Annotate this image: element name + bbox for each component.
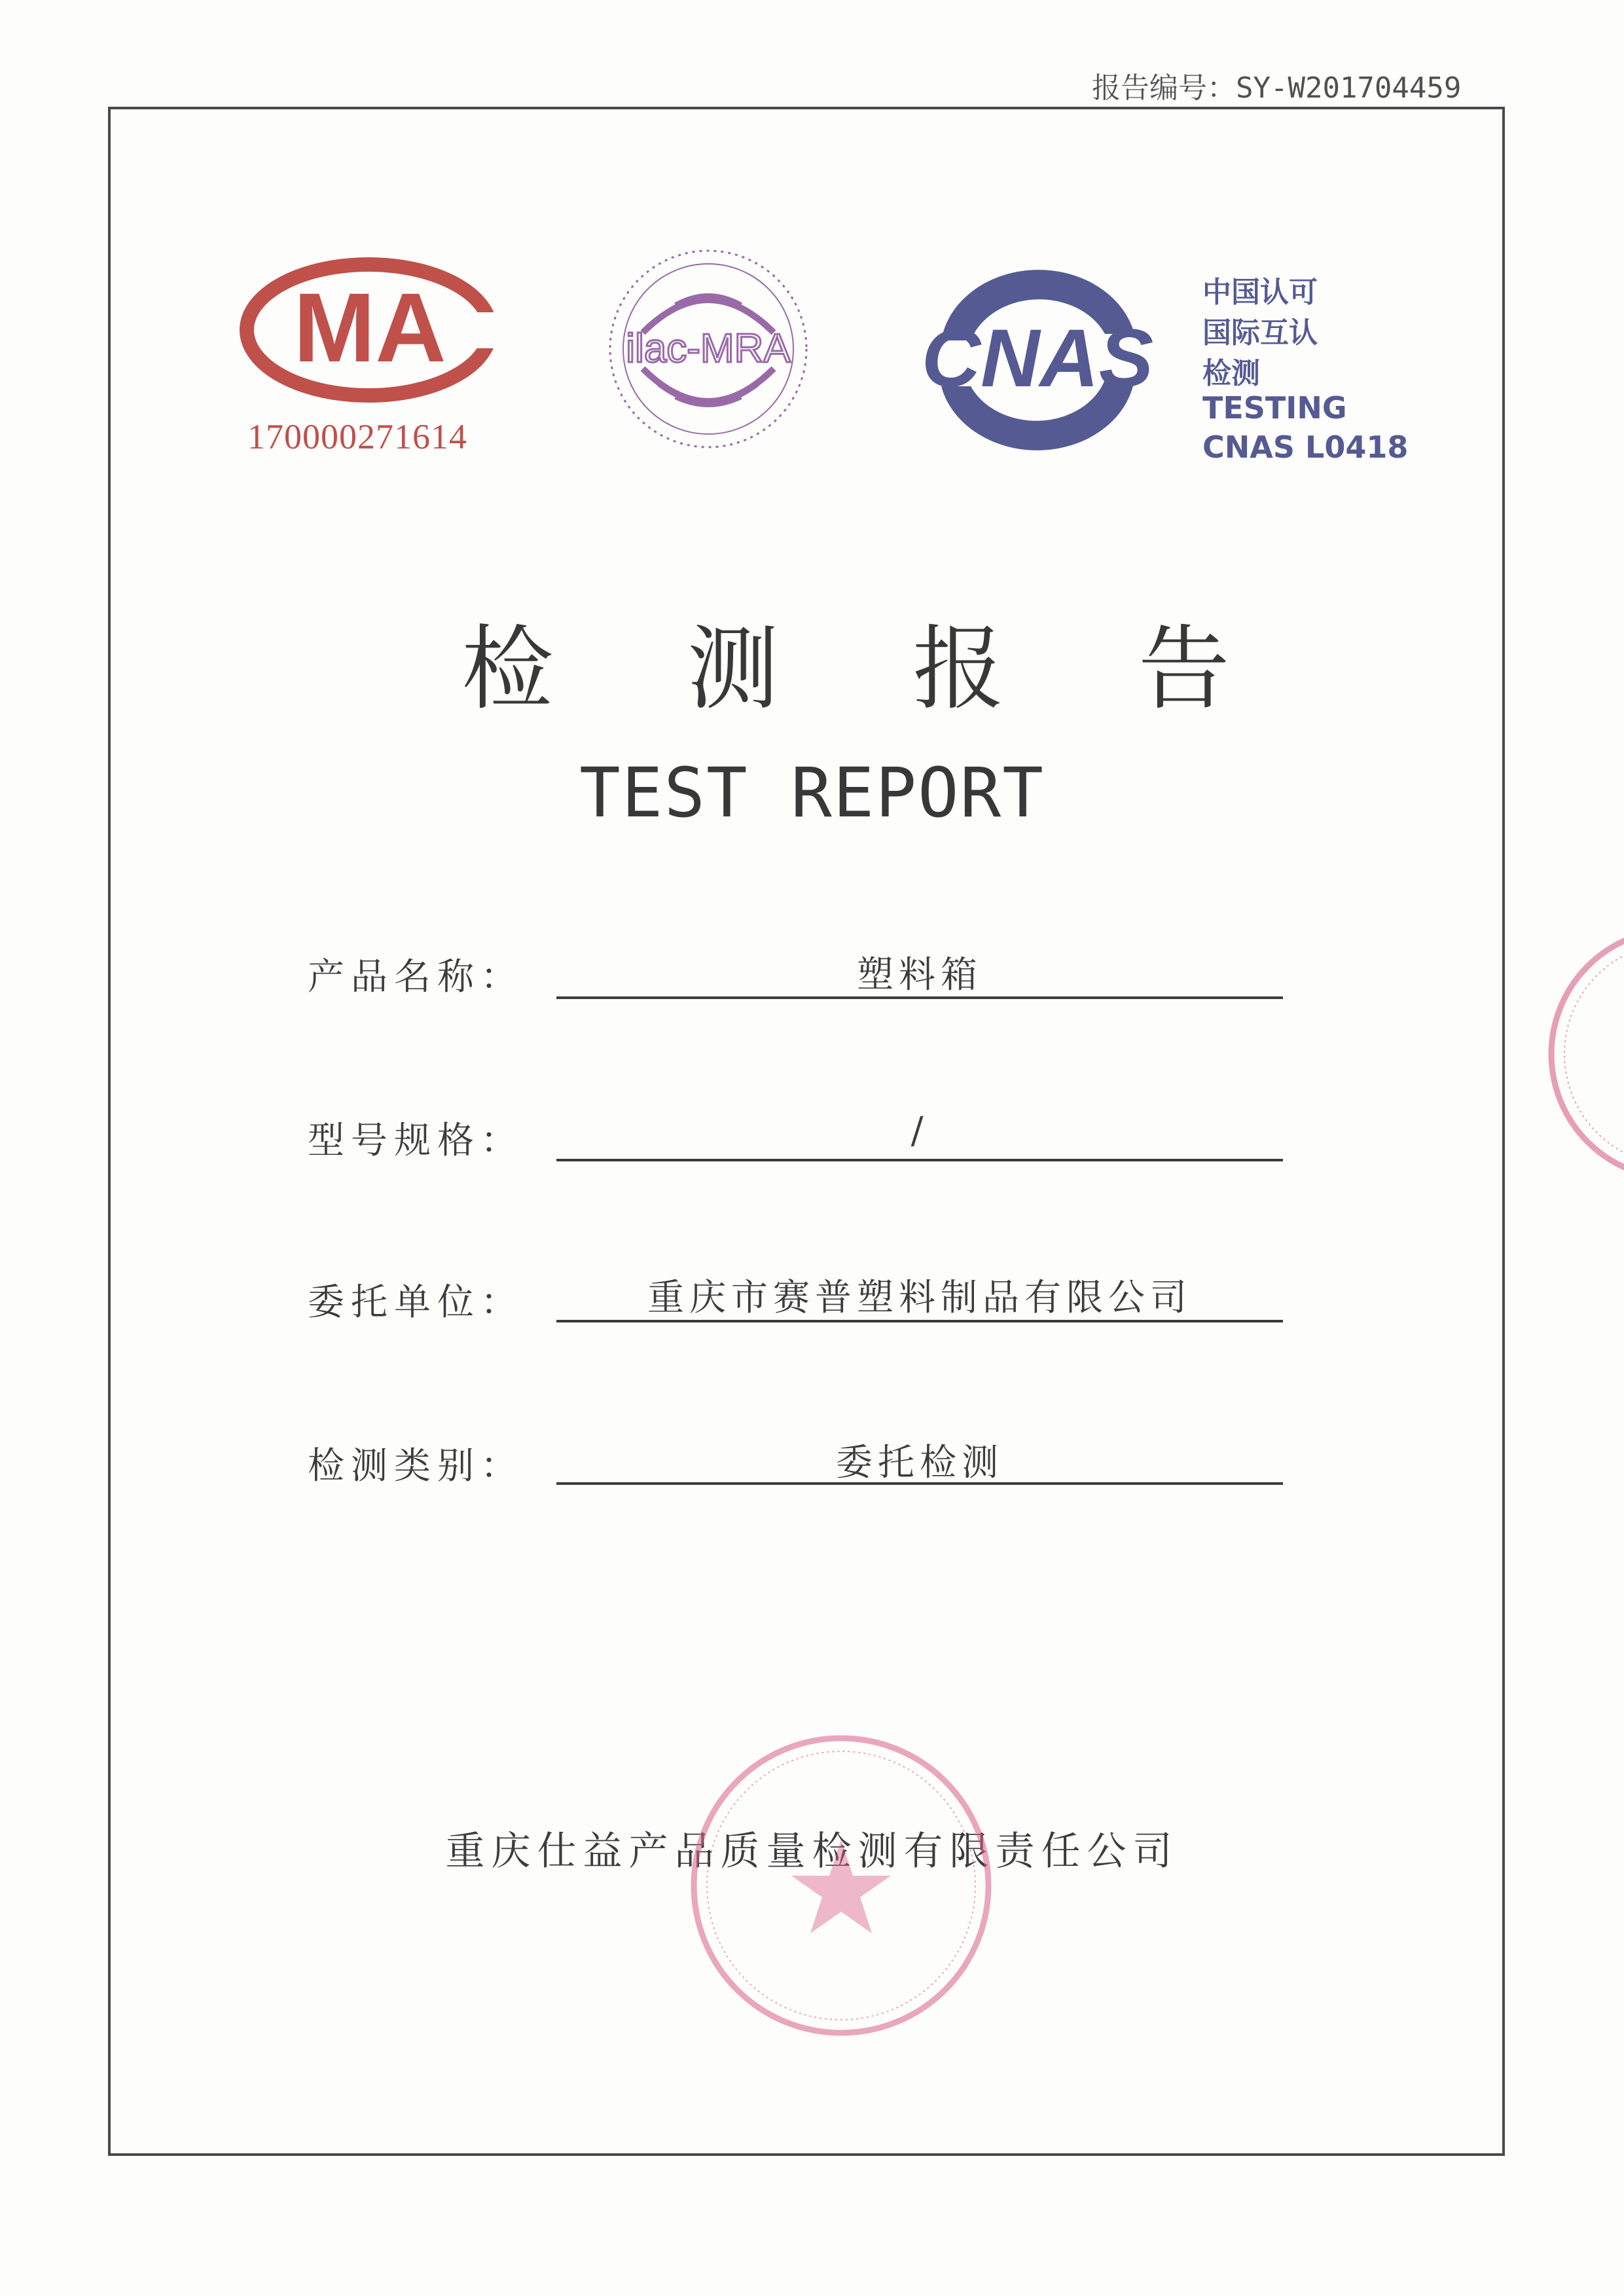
cnas-caption-line-5: CNAS L0418 xyxy=(1202,429,1409,465)
cnas-caption-line-1: 中国认可 xyxy=(1202,276,1318,309)
issuer-company: 重庆仕益产品质量检测有限责任公司 xyxy=(445,1829,1179,1874)
cnas-caption-line-4: TESTING xyxy=(1202,390,1347,426)
test-type-underline xyxy=(556,1482,1283,1485)
client-value: 重庆市赛普塑料制品有限公司 xyxy=(647,1277,1192,1319)
model-spec-label: 型号规格： xyxy=(308,1120,524,1162)
official-seal-icon xyxy=(684,1728,998,2043)
report-number-label: 报告编号： xyxy=(1092,71,1236,105)
product-name-underline xyxy=(556,996,1283,999)
model-spec-value: / xyxy=(911,1110,929,1152)
cma-logo-letters: MA xyxy=(293,272,446,382)
title-chinese: 检 测 报 告 xyxy=(461,616,1282,723)
cma-number: 170000271614 xyxy=(247,417,467,456)
client-label: 委托单位： xyxy=(308,1281,524,1324)
ilac-logo-text: ilac-MRA xyxy=(626,326,791,371)
test-type-value: 委托检测 xyxy=(836,1442,1003,1484)
report-number-value: SY-W201704459 xyxy=(1236,71,1462,105)
product-name-label: 产品名称： xyxy=(308,956,524,998)
edge-seal-icon xyxy=(1538,917,1624,1192)
client-underline xyxy=(556,1320,1283,1322)
test-type-label: 检测类别： xyxy=(308,1445,524,1487)
cnas-logo-text: CNAS xyxy=(921,313,1154,404)
cnas-caption-line-2: 国际互认 xyxy=(1202,316,1318,350)
cma-logo-icon xyxy=(239,257,501,407)
title-english: TEST REPORT xyxy=(579,753,1045,833)
model-spec-underline xyxy=(556,1159,1283,1161)
cnas-caption-line-3: 检测 xyxy=(1202,357,1260,390)
report-number xyxy=(1092,64,1461,106)
product-name-value: 塑料箱 xyxy=(857,954,983,996)
ilac-mra-logo-icon xyxy=(604,241,813,457)
cnas-logo-icon xyxy=(909,262,1167,458)
